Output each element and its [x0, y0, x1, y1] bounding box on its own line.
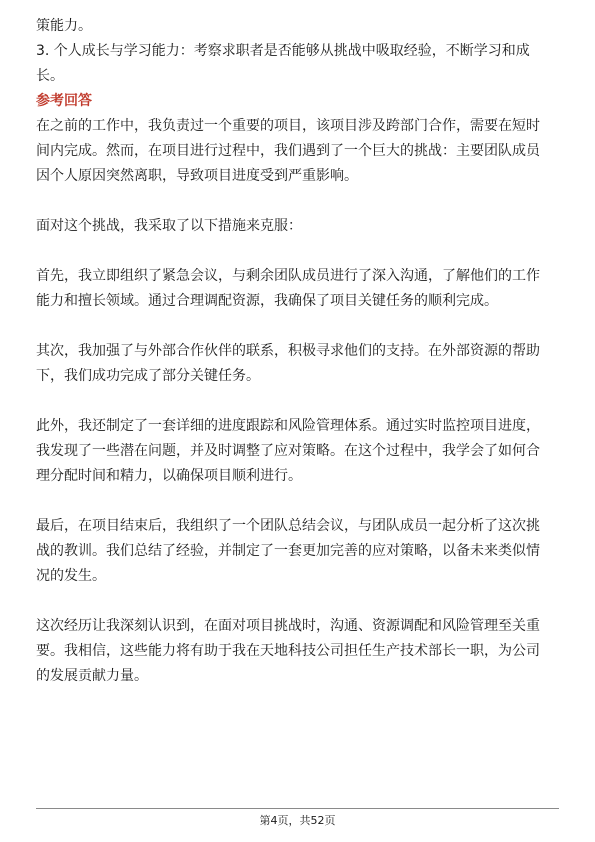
prev-item-tail: 策能力。: [36, 18, 92, 34]
paragraph-5-line-2: 我发现了一些潜在问题，并及时调整了应对策略。在这个过程中，我学会了如何合: [36, 443, 540, 459]
item3-line-1: 3. 个人成长与学习能力：考察求职者是否能够从挑战中吸取经验，不断学习和成: [36, 43, 530, 59]
paragraph-7-line-1: 这次经历让我深刻认识到，在面对项目挑战时，沟通、资源调配和风险管理至关重: [36, 618, 540, 634]
page-number: 第4页，共52页: [259, 814, 336, 827]
paragraph-3-line-1: 首先，我立即组织了紧急会议，与剩余团队成员进行了深入沟通，了解他们的工作: [36, 268, 540, 284]
paragraph-1-line-3: 因个人原因突然离职，导致项目进度受到严重影响。: [36, 168, 358, 184]
paragraph-2-line-1: 面对这个挑战，我采取了以下措施来克服：: [36, 218, 302, 234]
paragraph-spacer: [36, 314, 559, 339]
answer-heading: 参考回答: [36, 93, 92, 109]
paragraph-6-line-1: 最后，在项目结束后，我组织了一个团队总结会议，与团队成员一起分析了这次挑: [36, 518, 540, 534]
paragraph-1-line-2: 间内完成。然而，在项目进行过程中，我们遇到了一个巨大的挑战：主要团队成员: [36, 143, 540, 159]
paragraph-spacer: [36, 189, 559, 214]
page-content: [36, 14, 559, 689]
footer-divider: [36, 808, 559, 809]
paragraph-3-line-2: 能力和擅长领域。通过合理调配资源，我确保了项目关键任务的顺利完成。: [36, 293, 498, 309]
paragraph-4-line-1: 其次，我加强了与外部合作伙伴的联系，积极寻求他们的支持。在外部资源的帮助: [36, 343, 540, 359]
paragraph-7-line-3: 的发展贡献力量。: [36, 668, 148, 684]
paragraph-spacer: [36, 589, 559, 614]
item3-line-2: 长。: [36, 68, 64, 84]
paragraph-spacer: [36, 239, 559, 264]
paragraph-5-line-1: 此外，我还制定了一套详细的进度跟踪和风险管理体系。通过实时监控项目进度，: [36, 418, 540, 434]
paragraph-1-line-1: 在之前的工作中，我负责过一个重要的项目，该项目涉及跨部门合作，需要在短时: [36, 118, 540, 134]
paragraph-4-line-2: 下，我们成功完成了部分关键任务。: [36, 368, 260, 384]
paragraph-6-line-3: 况的发生。: [36, 568, 106, 584]
paragraph-5-line-3: 理分配时间和精力，以确保项目顺利进行。: [36, 468, 302, 484]
paragraph-7-line-2: 要。我相信，这些能力将有助于我在天地科技公司担任生产技术部长一职，为公司: [36, 643, 540, 659]
paragraph-spacer: [36, 489, 559, 514]
paragraph-spacer: [36, 389, 559, 414]
paragraph-6-line-2: 战的教训。我们总结了经验，并制定了一套更加完善的应对策略，以备未来类似情: [36, 543, 540, 559]
